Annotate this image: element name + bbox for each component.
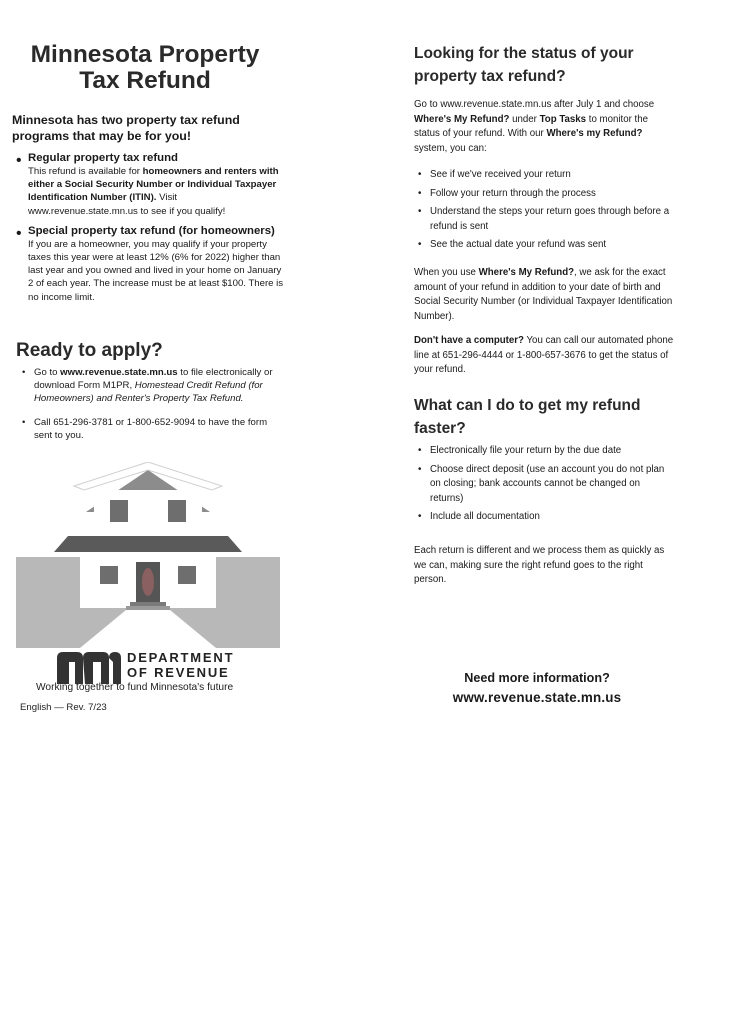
door-window (142, 568, 154, 596)
status-list-item: • Follow your return through the process (414, 187, 676, 202)
special-refund-title: • Special property tax refund (for homeowners) (28, 224, 275, 237)
faster-list-item: • Choose direct deposit (use an account you do not plan on closing; bank accounts cannot be changed on returns) (414, 463, 676, 507)
upper-window-left (110, 500, 128, 522)
ready-item-website: • Go to www.revenue.state.mn.us to file electronically or download Form M1PR, Homestead Credit Refund (for Homeowners) and Renter's Property Tax Refund. (18, 366, 286, 406)
status-list-item: • See if we've received your return (414, 168, 676, 183)
regular-refund-item (12, 152, 284, 218)
need-more-info (420, 668, 654, 708)
page-title (20, 42, 270, 94)
status-heading: Looking for the status of your property tax refund? (414, 45, 634, 85)
edition-label: English — Rev. 7/23 (20, 702, 107, 713)
mn-logo-icon (55, 650, 123, 686)
faster-list-item: • Include all documentation (414, 510, 676, 525)
status-intro: Go to www.revenue.state.mn.us after July 1 and choose Where's My Refund? under Top Tasks to monitor the status of your refund. With our Where's my Refund? system, you can: (414, 99, 655, 154)
regular-refund-text: This refund is available for homeowners and renters with either a Social Security Number or Individual Taxpayer Identification Number (ITIN). Visit www.revenue.state.mn.us to see if you qualify! (28, 166, 279, 217)
faster-list-item: • Electronically file your return by the due date (414, 444, 676, 459)
tagline: Working together to fund Minnesota's future (36, 682, 234, 693)
faster-list (414, 444, 676, 529)
upper-window-right (168, 500, 186, 522)
website-link[interactable]: www.revenue.state.mn.us (60, 367, 178, 378)
ready-heading: Ready to apply? (16, 340, 163, 361)
intro-text: Minnesota has two property tax refund programs that may be for you! (12, 113, 240, 143)
lower-window-left (100, 566, 118, 584)
status-list (414, 168, 676, 257)
special-refund-text: If you are a homeowner, you may qualify if your property taxes this year were at least 12% (6% for 2022) higher than last year and you owned and lived in your home on January 2 of each year. The increase must be at least $100. There is no income limit. (28, 238, 284, 303)
faster-paragraph: Each return is different and we process them as quickly as we can, making sure the right refund goes to the right person. (414, 545, 665, 586)
step-2 (126, 606, 170, 610)
refund-programs-list (12, 152, 284, 304)
title-line-1: Minnesota Property (30, 41, 260, 68)
need-more-url[interactable]: www.revenue.state.mn.us (452, 690, 622, 705)
ready-item-phone: • Call 651-296-3781 or 1-800-652-9094 to have the form sent to you. (18, 416, 286, 442)
main-roof (54, 536, 242, 552)
lower-window-right (178, 566, 196, 584)
house-illustration (16, 462, 280, 648)
special-refund-item (12, 225, 284, 304)
step-1 (130, 602, 166, 606)
status-list-item: • Understand the steps your return goes through before a refund is sent (414, 205, 676, 234)
title-line-2: Tax Refund (79, 67, 211, 94)
department-name: DEPARTMENT OF REVENUE (127, 650, 235, 680)
need-more-label: Need more information? (464, 671, 610, 685)
faster-heading: What can I do to get my refund faster? (414, 397, 641, 437)
ready-list (18, 366, 286, 442)
status-paragraph-3: Don't have a computer? You can call our automated phone line at 651-296-4444 or 1-800-657-3676 to get the status of your refund. (414, 335, 674, 376)
status-list-item: • See the actual date your refund was sent (414, 238, 676, 253)
mn-revenue-logo (55, 650, 255, 686)
regular-refund-title: • Regular property tax refund (28, 152, 179, 164)
status-paragraph-2: When you use Where's My Refund?, we ask for the exact amount of your refund in addition to your date of birth and Social Security Number (or Individual Taxpayer Identification Number). (414, 267, 673, 322)
